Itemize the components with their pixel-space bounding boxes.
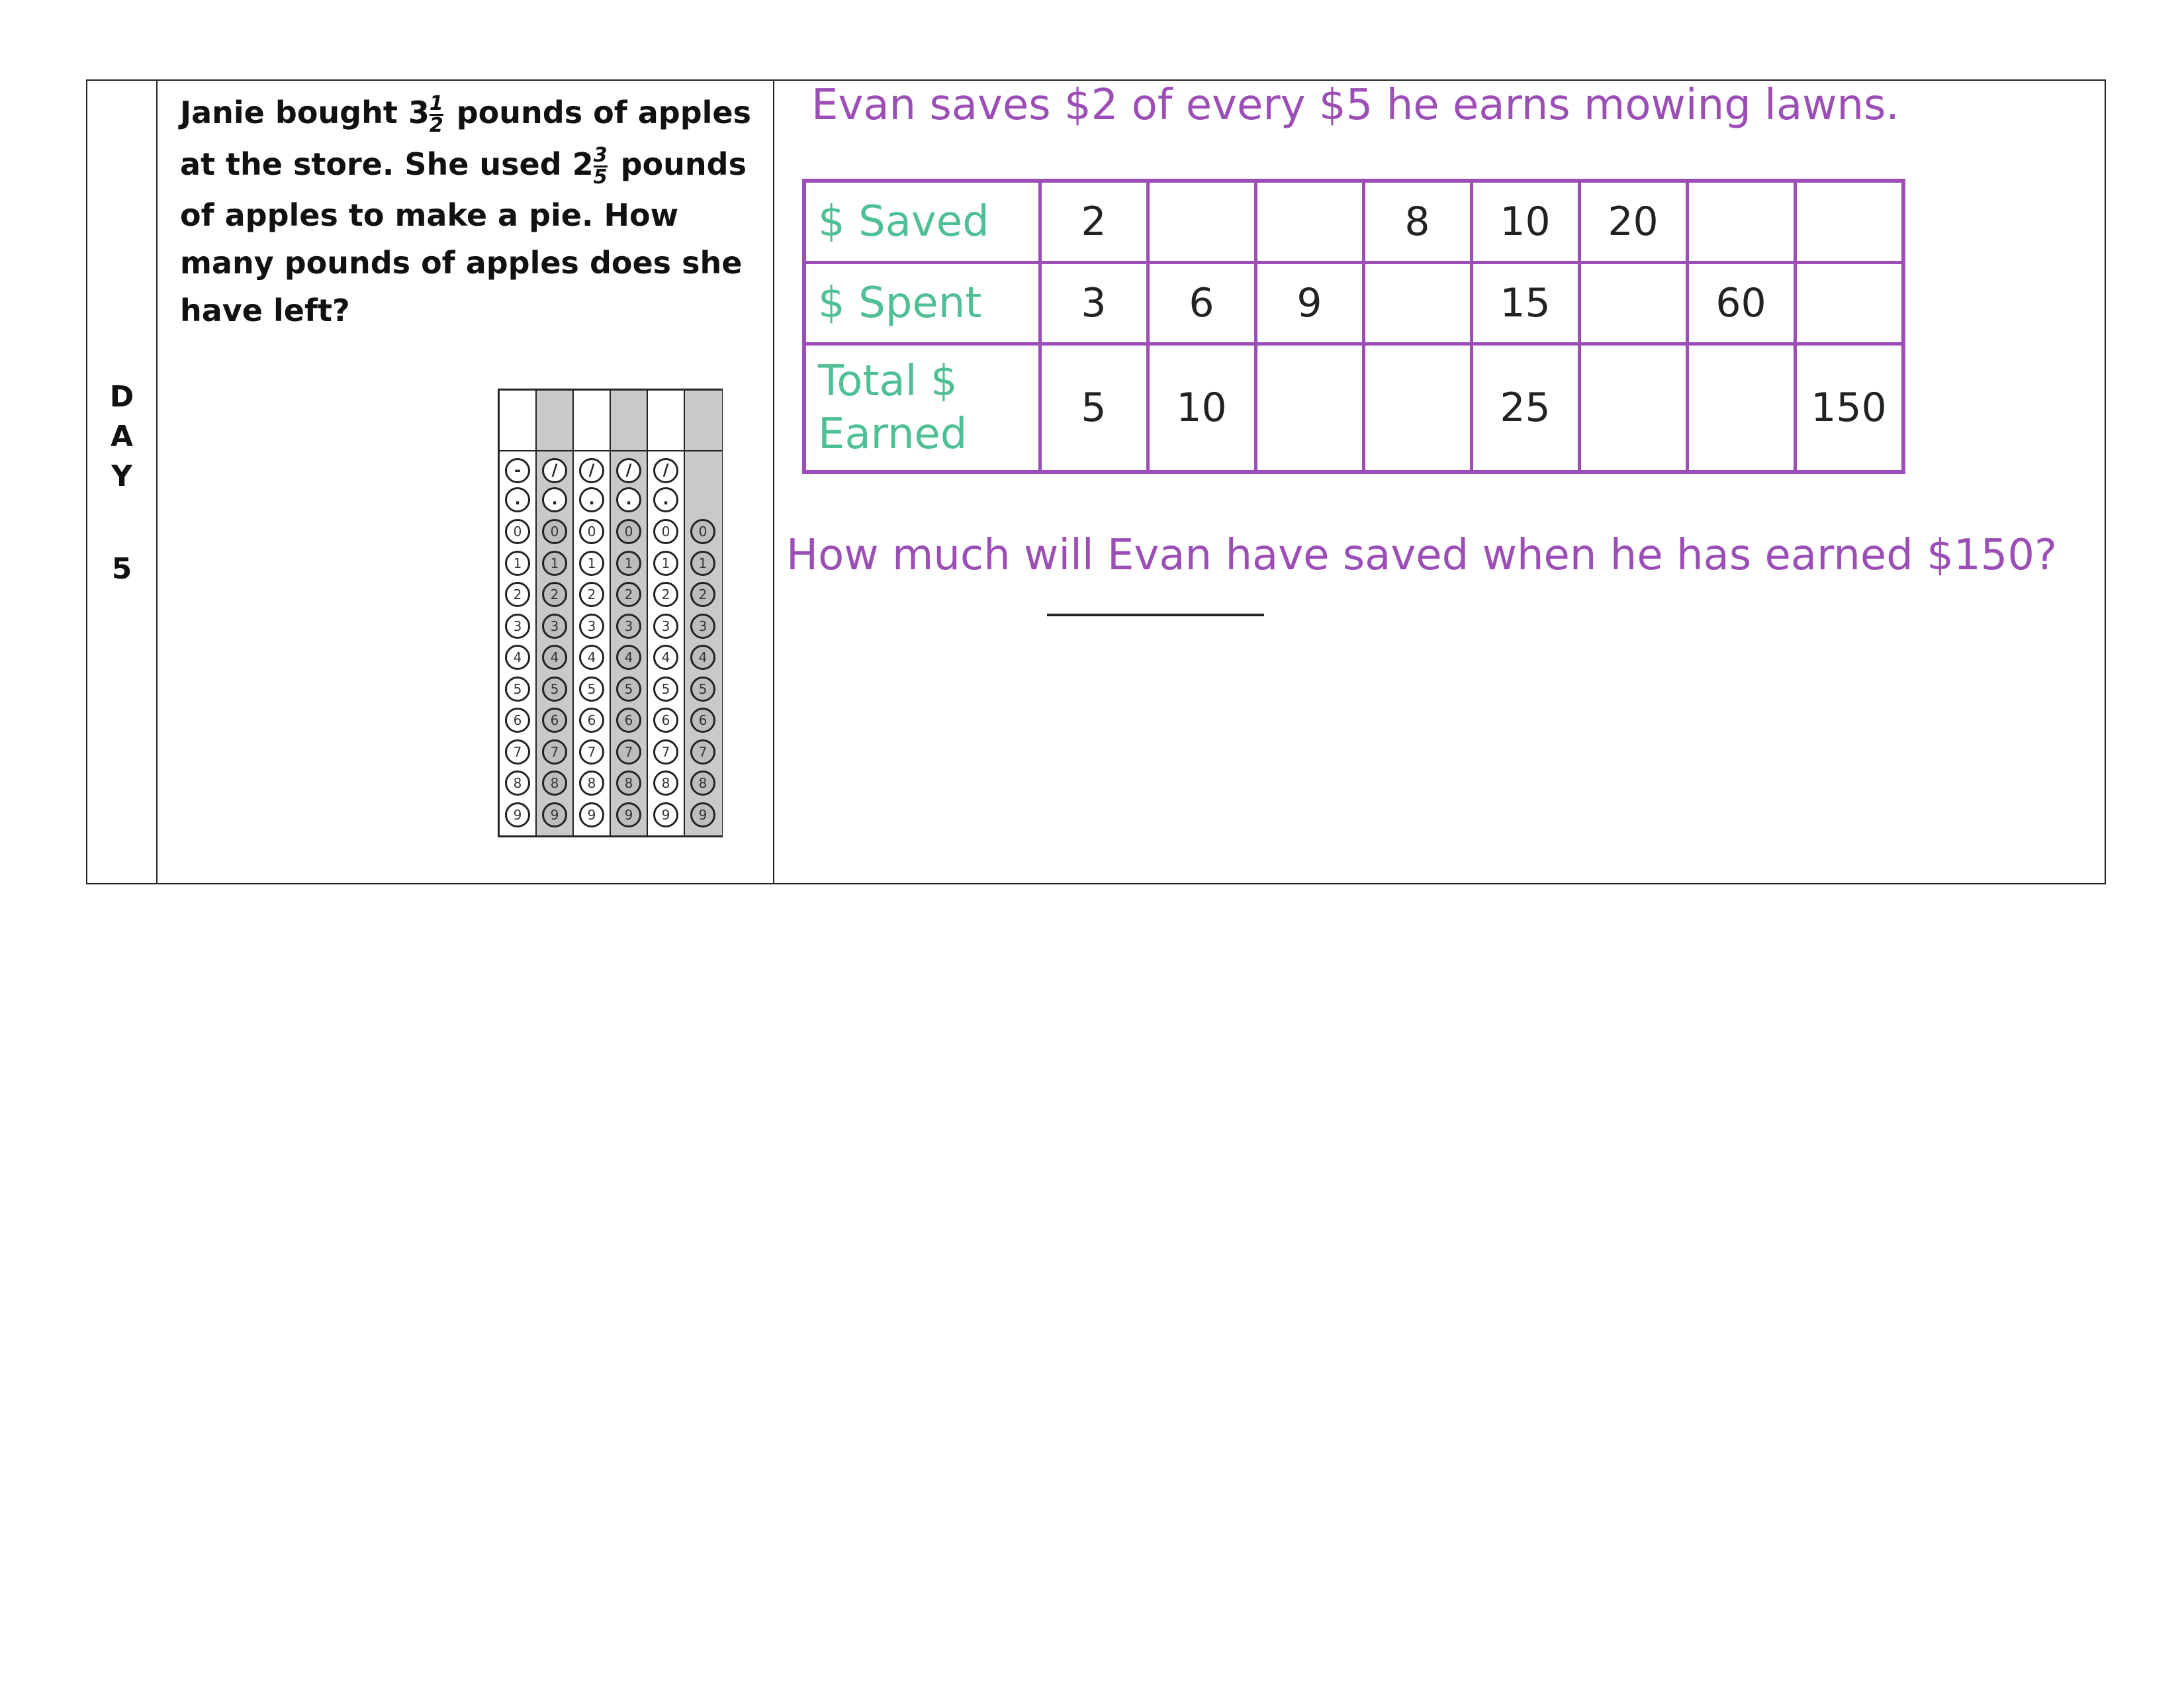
table-cell[interactable]: 9 [1255,263,1363,344]
grid-digit-bubble[interactable]: 5 [542,677,567,702]
grid-digit-bubble[interactable]: 4 [690,645,715,670]
grid-decimal-bubble[interactable]: . [616,487,641,512]
table-row-spent [804,263,1903,344]
grid-digit-bubble[interactable]: 0 [542,519,567,544]
grid-digit-bubble[interactable]: 7 [505,739,530,765]
grid-digit-bubble[interactable]: 2 [505,582,530,607]
table-cell[interactable]: 15 [1471,263,1579,344]
grid-digit-bubble[interactable]: 1 [505,551,530,576]
table-cell[interactable]: 5 [1040,344,1148,473]
row-label-saved: $ Saved [804,181,1040,263]
gridded-response-grid[interactable] [498,389,723,837]
grid-decimal-bubble[interactable]: . [653,487,678,512]
table-cell[interactable]: 8 [1363,181,1471,263]
table-cell[interactable] [1363,263,1471,344]
question-text: Janie bought 3 [180,95,430,130]
row-label-earned [804,344,1040,473]
grid-digit-bubble[interactable]: 8 [690,771,715,796]
grid-digit-bubble[interactable]: 4 [579,645,604,670]
table-cell[interactable]: 3 [1040,263,1148,344]
grid-digit-bubble[interactable]: 6 [690,708,715,733]
fraction-denominator: 2 [429,114,443,137]
grid-digit-bubble[interactable]: 9 [579,802,604,827]
table-cell[interactable]: 25 [1471,344,1579,473]
grid-digit-bubble[interactable]: 3 [690,614,715,639]
day-letter: A [110,420,134,453]
grid-answer-box[interactable] [500,391,535,451]
grid-decimal-bubble[interactable]: . [579,487,604,512]
day-label [87,81,156,883]
question-text: have left? [180,293,350,328]
ratio-table [802,179,1905,474]
grid-digit-bubble[interactable]: 2 [579,582,604,607]
word-problem [180,94,815,340]
table-cell[interactable] [1687,181,1795,263]
table-cell[interactable] [1148,181,1255,263]
grid-digit-bubble[interactable]: 8 [505,771,530,796]
row-label-spent: $ Spent [804,263,1040,344]
grid-digit-bubble[interactable]: 5 [616,677,641,702]
grid-digit-bubble[interactable]: 1 [542,551,567,576]
grid-decimal-bubble[interactable]: . [542,487,567,512]
day-letter: Y [111,459,132,493]
question-text: pounds of apples [445,95,751,130]
grid-column [611,391,648,835]
task-question: How much will Evan have saved when he has earned $150? [786,531,2058,580]
question-text: pounds [610,146,747,182]
grid-symbol-bubble[interactable]: - [505,458,530,483]
grid-digit-bubble[interactable]: 8 [579,771,604,796]
table-cell[interactable] [1255,181,1363,263]
grid-digit-bubble[interactable]: 1 [690,551,715,576]
table-cell[interactable]: 2 [1040,181,1148,263]
grid-digit-bubble[interactable]: 6 [542,708,567,733]
table-cell[interactable]: 10 [1148,344,1255,473]
grid-digit-bubble[interactable]: 6 [579,708,604,733]
grid-column [685,391,722,835]
grid-symbol-bubble[interactable]: / [542,458,567,483]
table-cell[interactable] [1363,344,1471,473]
grid-digit-bubble[interactable]: 2 [653,582,678,607]
table-cell[interactable] [1795,263,1903,344]
grid-digit-bubble[interactable]: 6 [505,708,530,733]
grid-symbol-bubble[interactable]: / [616,458,641,483]
grid-digit-bubble[interactable]: 0 [690,519,715,544]
grid-digit-bubble[interactable]: 3 [653,614,678,639]
grid-digit-bubble[interactable]: 7 [616,739,641,765]
table-cell[interactable] [1687,344,1795,473]
day-number: 5 [111,552,132,586]
grid-answer-box[interactable] [574,391,610,451]
grid-digit-bubble[interactable]: 2 [616,582,641,607]
grid-digit-bubble[interactable]: 0 [505,519,530,544]
grid-digit-bubble[interactable]: 6 [653,708,678,733]
grid-answer-box[interactable] [648,391,684,451]
grid-answer-box[interactable] [537,391,572,451]
grid-digit-bubble[interactable]: 4 [505,645,530,670]
grid-digit-bubble[interactable]: 1 [579,551,604,576]
fraction-denominator: 5 [593,165,608,189]
fraction-numerator: 1 [429,92,443,115]
grid-digit-bubble[interactable]: 6 [616,708,641,733]
day-letter: D [109,380,134,414]
grid-symbol-bubble[interactable]: / [653,458,678,483]
grid-symbol-bubble[interactable]: / [579,458,604,483]
grid-digit-bubble[interactable]: 9 [505,802,530,827]
grid-digit-bubble[interactable]: 4 [542,645,567,670]
grid-digit-bubble[interactable]: 3 [616,614,641,639]
grid-decimal-bubble[interactable]: . [505,487,530,512]
grid-digit-bubble[interactable]: 0 [653,519,678,544]
question-text: at the store. She used 2 [180,146,594,182]
grid-digit-bubble[interactable]: 5 [690,677,715,702]
table-cell[interactable]: 6 [1148,263,1255,344]
ratio-task [776,81,2105,883]
grid-digit-bubble[interactable]: 3 [542,614,567,639]
table-cell[interactable] [1255,344,1363,473]
grid-digit-bubble[interactable]: 9 [542,802,567,827]
grid-digit-bubble[interactable]: 7 [579,739,604,765]
grid-digit-bubble[interactable]: 3 [579,614,604,639]
grid-digit-bubble[interactable]: 8 [616,771,641,796]
grid-digit-bubble[interactable]: 7 [690,739,715,765]
grid-digit-bubble[interactable]: 4 [653,645,678,670]
column-divider [156,81,158,883]
table-cell[interactable] [1579,344,1687,473]
question-text: of apples to make a pie. How [180,197,679,233]
grid-digit-bubble[interactable]: 9 [653,802,678,827]
grid-column [537,391,574,835]
grid-digit-bubble[interactable]: 5 [653,677,678,702]
grid-digit-bubble[interactable]: 5 [505,677,530,702]
grid-digit-bubble[interactable]: 8 [542,771,567,796]
table-cell[interactable]: 60 [1687,263,1795,344]
grid-column [500,391,537,835]
grid-digit-bubble[interactable]: 8 [653,771,678,796]
worksheet-table [86,79,2106,884]
grid-digit-bubble[interactable]: 3 [505,614,530,639]
grid-digit-bubble[interactable]: 7 [542,739,567,765]
table-row-earned [804,344,1903,473]
answer-blank[interactable] [1047,614,1264,616]
grid-answer-box[interactable] [685,391,722,451]
grid-digit-bubble[interactable]: 0 [579,519,604,544]
grid-digit-bubble[interactable]: 9 [616,802,641,827]
grid-column [648,391,685,835]
table-cell[interactable] [1795,181,1903,263]
grid-digit-bubble[interactable]: 7 [653,739,678,765]
table-row-saved [804,181,1903,263]
table-cell[interactable]: 10 [1471,181,1579,263]
row-label-line: Total $ [818,357,958,406]
grid-digit-bubble[interactable]: 1 [653,551,678,576]
grid-digit-bubble[interactable]: 1 [616,551,641,576]
row-label-line: Earned [818,410,968,459]
grid-answer-box[interactable] [611,391,647,451]
table-cell[interactable] [1579,263,1687,344]
grid-digit-bubble[interactable]: 9 [690,802,715,827]
question-text: many pounds of apples does she [180,245,743,281]
table-cell[interactable]: 20 [1579,181,1687,263]
grid-digit-bubble[interactable]: 0 [616,519,641,544]
task-statement: Evan saves $2 of every $5 he earns mowing lawns. [811,81,1899,130]
grid-column [574,391,611,835]
grid-digit-bubble[interactable]: 2 [542,582,567,607]
grid-digit-bubble[interactable]: 5 [579,677,604,702]
grid-digit-bubble[interactable]: 2 [690,582,715,607]
mixed-fraction [594,146,608,187]
grid-digit-bubble[interactable]: 4 [616,645,641,670]
table-cell[interactable]: 150 [1795,344,1903,473]
fraction-numerator: 3 [593,144,608,167]
mixed-fraction [430,94,443,136]
